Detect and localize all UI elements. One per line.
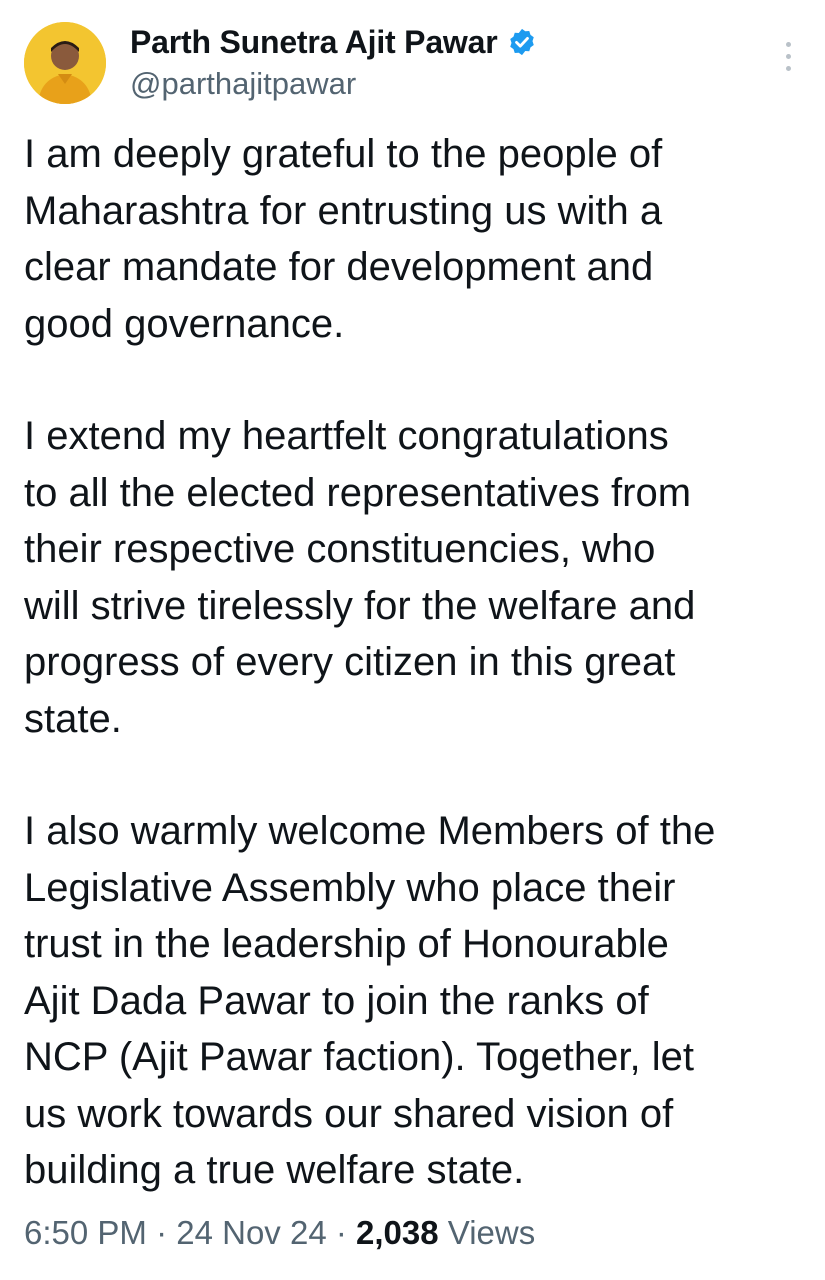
tweet-line: clear mandate for development and [24, 245, 654, 289]
tweet-line: trust in the leadership of Honourable [24, 922, 669, 966]
more-options-icon[interactable] [780, 42, 796, 82]
tweet-line: I extend my heartfelt congratulations [24, 414, 669, 458]
tweet-time[interactable]: 6:50 PM [24, 1214, 147, 1251]
views-label: Views [447, 1214, 536, 1251]
tweet-meta [24, 1214, 535, 1252]
tweet-line: NCP (Ajit Pawar faction). Together, let [24, 1035, 694, 1079]
author-name-row [130, 22, 537, 62]
tweet-line: Maharashtra for entrusting us with a [24, 188, 663, 233]
avatar-image [24, 22, 106, 104]
tweet-line: good governance. [24, 301, 345, 346]
tweet-line: Legislative Assembly who place their [24, 865, 676, 910]
verified-badge-icon [507, 27, 537, 57]
author-handle[interactable]: @parthajitpawar [130, 66, 357, 101]
author-display-name[interactable]: Parth Sunetra Ajit Pawar [130, 23, 498, 60]
meta-separator: · [335, 1214, 347, 1251]
tweet-line: to all the elected representatives from [24, 470, 692, 515]
tweet-line: state. [24, 696, 122, 741]
tweet-line: their respective constituencies, who [24, 527, 656, 571]
tweet-line: will strive tirelessly for the welfare and [24, 583, 696, 628]
tweet-paragraph-3 [24, 803, 814, 1199]
views-count: 2,038 [356, 1214, 439, 1251]
tweet-line: I also warmly welcome Members of the [24, 809, 716, 853]
tweet-line: I am deeply grateful to the people of [24, 132, 663, 176]
tweet-line: building a true welfare state. [24, 1148, 525, 1192]
tweet-text [24, 126, 814, 1199]
tweet-header [24, 22, 804, 112]
tweet-paragraph-1 [24, 126, 814, 352]
meta-separator: · [156, 1214, 168, 1251]
tweet-line: progress of every citizen in this great [24, 640, 676, 684]
avatar[interactable] [24, 22, 106, 104]
tweet-paragraph-2 [24, 408, 814, 747]
tweet-line: us work towards our shared vision of [24, 1091, 674, 1136]
tweet-date[interactable]: 24 Nov 24 [176, 1214, 327, 1251]
tweet-line: Ajit Dada Pawar to join the ranks of [24, 978, 649, 1023]
